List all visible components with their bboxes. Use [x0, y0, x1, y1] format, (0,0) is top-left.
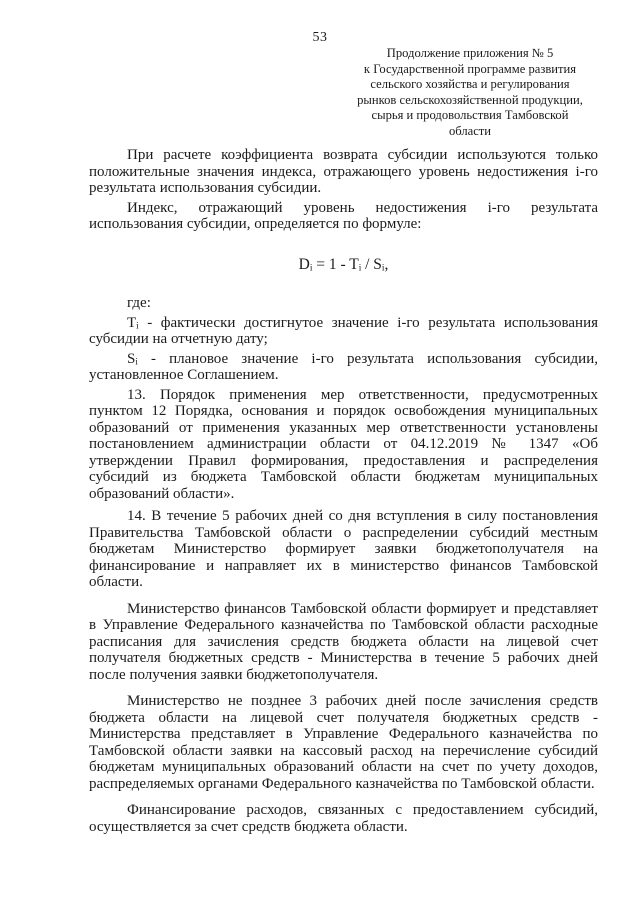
definition-si: Sᵢ - плановое значение i-го результата использования субсидии, установленное Соглашением.	[89, 350, 598, 383]
paragraph-ministry-deadline: Министерство не позднее 3 рабочих дней после зачисления средств бюджета области на лицевой счет получателя бюджетных средств - Министерства представляет в Управление Федерального казначейства по Тамбовской области заявки на кассовый расход на перечисление субсидий бюджетам муниципальных образований области на счет по учету доходов, распределяемых органами Федерального казначейства по Тамбовской области.	[89, 693, 598, 792]
paragraph-index: Индекс, отражающий уровень недостижения i-го результата использования субсидии, определяется по формуле:	[89, 199, 598, 232]
annex-header-line: рынков сельскохозяйственной продукции,	[357, 92, 583, 107]
annex-header-line: Продолжение приложения № 5	[386, 46, 554, 60]
paragraph-14: 14. В течение 5 рабочих дней со дня вступления в силу постановления Правительства Тамбовской области о распределении субсидий местным бюджетам Министерство формирует заявки бюджетополучателя на финансирование и направляет их в министерство финансов Тамбовской области.	[89, 508, 598, 590]
where-label: где:	[127, 295, 151, 311]
definition-ti: Tᵢ - фактически достигнутое значение i-го результата использования субсидии на отчетную дату;	[89, 314, 598, 347]
paragraph-financing: Финансирование расходов, связанных с предоставлением субсидий, осуществляется за счет средств бюджета области.	[89, 802, 598, 835]
annex-header-line: сельского хозяйства и регулирования	[370, 77, 570, 91]
annex-header-line: области	[448, 123, 492, 138]
paragraph-13: 13. Порядок применения мер ответственности, предусмотренных пунктом 12 Порядка, основания и порядок освобождения муниципальных образований от применения указанных мер ответственности установлены постановлением администрации области от 04.12.2019 № 1347 «Об утверждении Правил формирования, предоставления и распределения субсидий из бюджета Тамбовской области бюджетам муниципальных образований области».	[89, 386, 598, 502]
page-number: 53	[312, 30, 328, 45]
annex-header-line: сырья и продовольствия Тамбовской	[371, 108, 569, 122]
paragraph-ministry-finance: Министерство финансов Тамбовской области формирует и представляет в Управление Федерального казначейства по Тамбовской области расходные расписания для зачисления средств бюджета области на лицевой счет получателя бюджетных средств - Министерства в течение 5 рабочих дней после получения заявки бюджетополучателя.	[89, 600, 598, 683]
annex-header	[340, 46, 600, 139]
formula: Dᵢ = 1 - Tᵢ / Sᵢ,	[298, 255, 389, 273]
annex-header-line: к Государственной программе развития	[363, 61, 577, 76]
paragraph-coefficient: При расчете коэффициента возврата субсидии используются только положительные значения индекса, отражающего уровень недостижения i-го результата использования субсидии.	[89, 147, 598, 196]
document-body	[89, 147, 598, 835]
